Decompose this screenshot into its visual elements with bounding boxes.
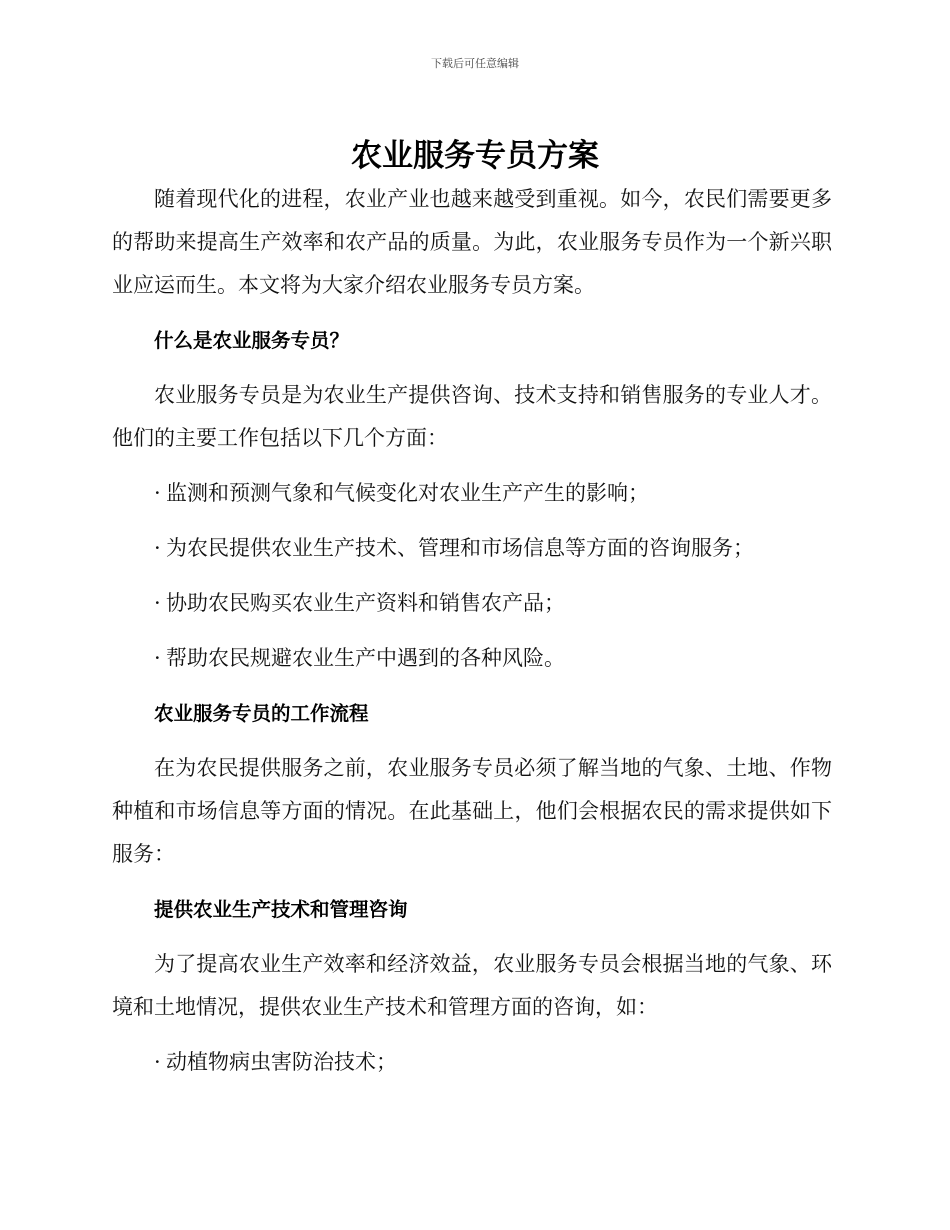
section-paragraph-consulting: 为了提高农业生产效率和经济效益，农业服务专员会根据当地的气象、环境和土地情况，提供农业生产技术和管理方面的咨询，如： xyxy=(112,952,832,1019)
intro-paragraph: 随着现代化的进程，农业产业也越来越受到重视。如今，农民们需要更多的帮助来提高生产效率和农产品的质量。为此，农业服务专员作为一个新兴职业应运而生。本文将为大家介绍农业服务专员方案。 xyxy=(112,187,832,297)
section-paragraph-workflow: 在为农民提供服务之前，农业服务专员必须了解当地的气象、土地、作物种植和市场信息等方面的情况。在此基础上，他们会根据农民的需求提供如下服务： xyxy=(112,756,832,866)
document-body xyxy=(112,178,832,1084)
section-heading-workflow: 农业服务专员的工作流程 xyxy=(154,702,369,725)
section-paragraph-what-is: 农业服务专员是为农业生产提供咨询、技术支持和销售服务的专业人才。他们的主要工作包括以下几个方面： xyxy=(112,383,832,450)
list-item-text: 为农民提供农业生产技术、管理和市场信息等方面的咨询服务； xyxy=(166,536,754,560)
bullet-icon: · xyxy=(154,646,161,670)
list-item xyxy=(112,637,832,680)
bullet-icon: · xyxy=(154,536,161,560)
list-item-text: 动植物病虫害防治技术； xyxy=(166,1050,397,1074)
list-item xyxy=(112,527,832,570)
bullet-icon: · xyxy=(154,481,161,505)
list-item xyxy=(112,472,832,515)
section-heading-consulting: 提供农业生产技术和管理咨询 xyxy=(154,898,408,921)
list-item-text: 监测和预测气象和气候变化对农业生产产生的影响； xyxy=(166,481,649,505)
bullet-icon: · xyxy=(154,591,161,615)
bullet-icon: · xyxy=(154,1050,161,1074)
list-item-text: 协助农民购买农业生产资料和销售农产品； xyxy=(166,591,565,615)
list-item xyxy=(112,582,832,625)
document-title: 农业服务专员方案 xyxy=(351,138,599,174)
list-item-text: 帮助农民规避农业生产中遇到的各种风险。 xyxy=(166,646,565,670)
list-item xyxy=(112,1041,832,1084)
header-note: 下载后可任意编辑 xyxy=(431,57,519,70)
section-heading-what-is: 什么是农业服务专员？ xyxy=(154,329,350,352)
